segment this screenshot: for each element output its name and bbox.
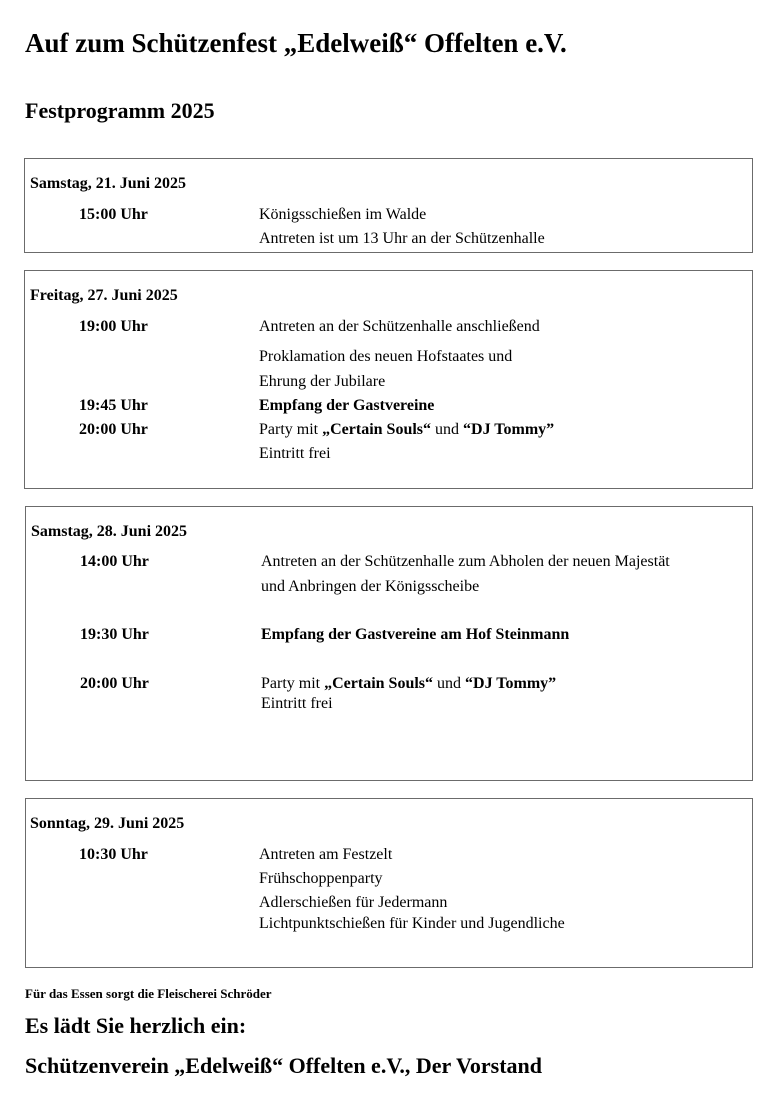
party-line <box>259 421 554 439</box>
event-line: Frühschoppenparty <box>259 870 383 887</box>
event-line-highlight: Empfang der Gastvereine <box>259 397 435 414</box>
party-connector: und <box>433 675 466 692</box>
event-time: 19:00 Uhr <box>79 318 148 335</box>
event-line: Antreten an der Schützenhalle anschließend <box>259 318 540 335</box>
event-line: Antreten ist um 13 Uhr an der Schützenhalle <box>259 230 545 247</box>
event-line: Königsschießen im Walde <box>259 206 427 223</box>
event-time: 19:30 Uhr <box>80 626 149 643</box>
band-name: „Certain Souls“ <box>322 421 432 438</box>
signature-line: Schützenverein „Edelweiß“ Offelten e.V., Der Vorstand <box>25 1053 542 1078</box>
day-heading: Samstag, 21. Juni 2025 <box>30 175 187 192</box>
dj-name: “DJ Tommy” <box>463 421 555 438</box>
event-line: Proklamation des neuen Hofstaates und <box>259 348 513 365</box>
day-heading: Freitag, 27. Juni 2025 <box>30 287 178 304</box>
event-time: 20:00 Uhr <box>80 675 149 692</box>
event-line-highlight: Empfang der Gastvereine am Hof Steinmann <box>261 626 570 643</box>
event-line: Eintritt frei <box>261 695 333 712</box>
event-line: Ehrung der Jubilare <box>259 373 386 390</box>
day-heading: Sonntag, 29. Juni 2025 <box>30 815 185 832</box>
event-line: Eintritt frei <box>259 445 331 462</box>
event-line: und Anbringen der Königsscheibe <box>261 578 480 595</box>
party-prefix: Party mit <box>261 675 325 692</box>
dj-name: “DJ Tommy” <box>465 675 557 692</box>
day-heading: Samstag, 28. Juni 2025 <box>31 523 188 540</box>
invitation-text: Es lädt Sie herzlich ein: <box>25 1013 247 1038</box>
event-time: 15:00 Uhr <box>79 206 148 223</box>
party-connector: und <box>431 421 464 438</box>
event-line: Lichtpunktschießen für Kinder und Jugendliche <box>259 915 565 932</box>
event-time: 10:30 Uhr <box>79 846 148 863</box>
page-title: Auf zum Schützenfest „Edelweiß“ Offelten e.V. <box>25 28 567 58</box>
party-prefix: Party mit <box>259 421 323 438</box>
event-time: 14:00 Uhr <box>80 553 149 570</box>
program-subtitle: Festprogramm 2025 <box>25 98 215 123</box>
event-time: 20:00 Uhr <box>79 421 148 438</box>
band-name: „Certain Souls“ <box>324 675 434 692</box>
event-line: Antreten am Festzelt <box>259 846 393 863</box>
event-line: Antreten an der Schützenhalle zum Abholen der neuen Majestät <box>261 553 670 570</box>
party-line <box>261 675 556 693</box>
event-line: Adlerschießen für Jedermann <box>259 894 448 911</box>
event-time: 19:45 Uhr <box>79 397 148 414</box>
catering-note: Für das Essen sorgt die Fleischerei Schröder <box>25 986 272 1001</box>
